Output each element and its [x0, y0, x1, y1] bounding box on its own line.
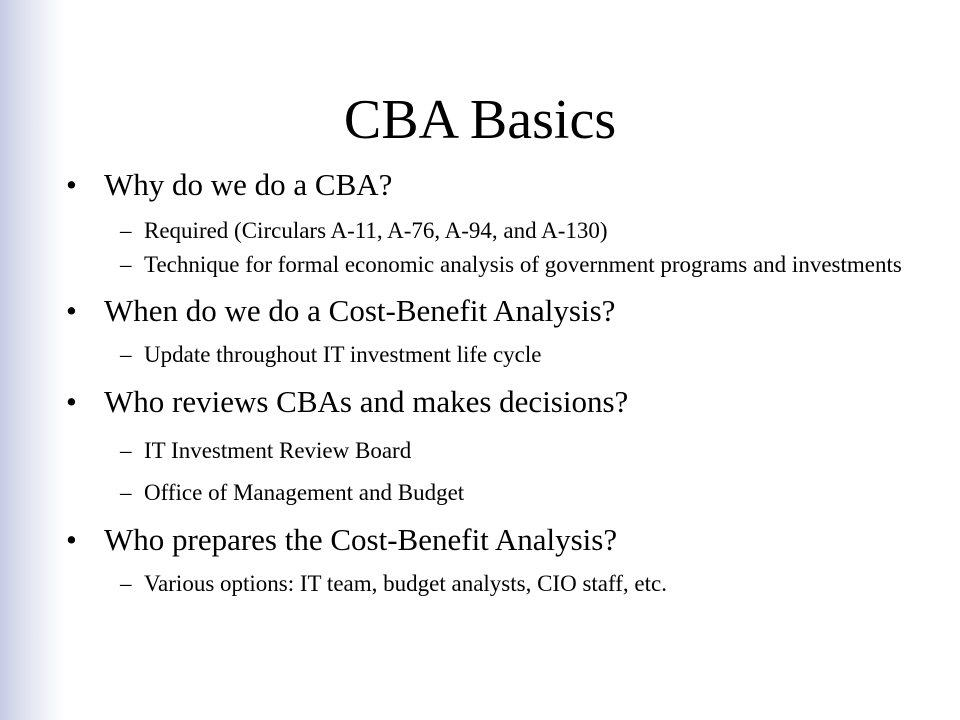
bullet-icon: • [66, 293, 77, 328]
sub-bullet-item [120, 570, 936, 598]
dash-icon: – [120, 218, 132, 243]
bullet-icon: • [66, 522, 77, 557]
bullet-icon: • [66, 384, 77, 419]
bullet-text: When do we do a Cost-Benefit Analysis? [104, 293, 616, 328]
slide-title: CBA Basics [343, 89, 617, 151]
sub-bullet-item [120, 251, 936, 279]
dash-icon: – [120, 571, 132, 596]
dash-icon: – [120, 438, 132, 463]
sub-bullet-text: Technique for formal economic analysis of government programs and investments [144, 252, 902, 277]
dash-icon: – [120, 252, 132, 277]
bullet-item [66, 292, 936, 330]
bullet-text: Why do we do a CBA? [104, 167, 393, 202]
bullet-item [66, 383, 936, 421]
sub-bullet-item [120, 437, 936, 465]
bullet-icon: • [66, 167, 77, 202]
sub-bullet-item [120, 217, 936, 245]
sub-bullet-text: Various options: IT team, budget analysts, CIO staff, etc. [144, 571, 667, 596]
bullet-item [66, 166, 936, 204]
bullet-text: Who prepares the Cost-Benefit Analysis? [104, 522, 618, 557]
bullet-item [66, 521, 936, 559]
sub-bullet-text: IT Investment Review Board [144, 438, 412, 463]
dash-icon: – [120, 480, 132, 505]
sub-bullet-text: Update throughout IT investment life cycle [144, 342, 542, 367]
sub-bullet-text: Required (Circulars A-11, A-76, A-94, and A-130) [144, 218, 608, 243]
sub-bullet-item [120, 341, 936, 369]
sub-bullet-text: Office of Management and Budget [144, 480, 465, 505]
dash-icon: – [120, 342, 132, 367]
bullet-text: Who reviews CBAs and makes decisions? [104, 384, 629, 419]
sub-bullet-item [120, 479, 936, 507]
slide-content [66, 166, 936, 598]
